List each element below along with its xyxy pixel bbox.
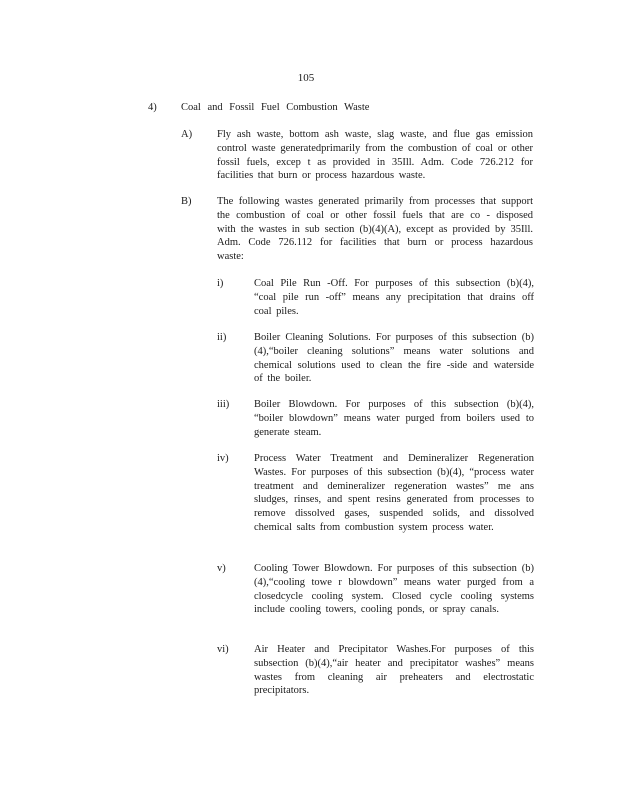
section-header <box>0 101 618 117</box>
section-number: 4) <box>148 102 157 113</box>
paragraph-text: Fly ash waste, bottom ash waste, slag waste, and flue gas emission control waste generatedprimarily from the combustion of coal or other fossil fuels, excep t as provided in 35Ill. Adm. Code 726.212 for facilities that burn or process hazardous waste. <box>217 129 533 182</box>
page-number: 105 <box>297 72 315 84</box>
subitem-text: Boiler Cleaning Solutions. For purposes of this subsection (b)(4),“boiler cleaning solutions” means water solutions and chemical solutions used to clean the fire -side and waterside of the boiler. <box>254 332 534 385</box>
subitem-marker: v) <box>217 563 226 574</box>
section-title: Coal and Fossil Fuel Combustion Waste <box>181 102 370 113</box>
subitem-marker: i) <box>217 278 224 289</box>
subitem-text: Coal Pile Run -Off. For purposes of this subsection (b)(4), “coal pile run -off” means any precipitation that drains off coal piles. <box>254 278 534 317</box>
subitem-text: Air Heater and Precipitator Washes.For purposes of this subsection (b)(4),“air heater and precipitator washes” means wastes from cleaning air preheaters and electrostatic precipitators. <box>254 644 534 697</box>
subitem-marker: iv) <box>217 453 229 464</box>
paragraph-marker: B) <box>181 196 192 207</box>
paragraph-marker: A) <box>181 129 193 140</box>
subitem-text: Boiler Blowdown. For purposes of this subsection (b)(4), “boiler blowdown” means water purged from boilers used to generate steam. <box>254 399 534 438</box>
subitem-marker: vi) <box>217 644 229 655</box>
subitem-text: Process Water Treatment and Demineralizer Regeneration Wastes. For purposes of this subsection (b)(4), “process water treatment and demineralizer regeneration wastes” me ans sludges, rinses, and spent resins generated from processes to remove dissolved gases, suspended solids, and dissolved chemical salts from combustion system process water. <box>254 453 534 533</box>
subitem-text: Cooling Tower Blowdown. For purposes of this subsection (b)(4),“cooling towe r blowdown” means water purged from a closedcycle cooling system. Closed cycle cooling systems include cooling towers, cooling ponds, or spray canals. <box>254 563 534 616</box>
paragraph-text: The following wastes generated primarily from processes that support the combustion of coal or other fossil fuels that are co - disposed with the wastes in sub section (b)(4)(A), except as provided by 35Ill. Adm. Code 726.112 for facilities that burn or process hazardous waste: <box>217 196 533 263</box>
subitem-marker: ii) <box>217 332 227 343</box>
subitem-marker: iii) <box>217 399 230 410</box>
